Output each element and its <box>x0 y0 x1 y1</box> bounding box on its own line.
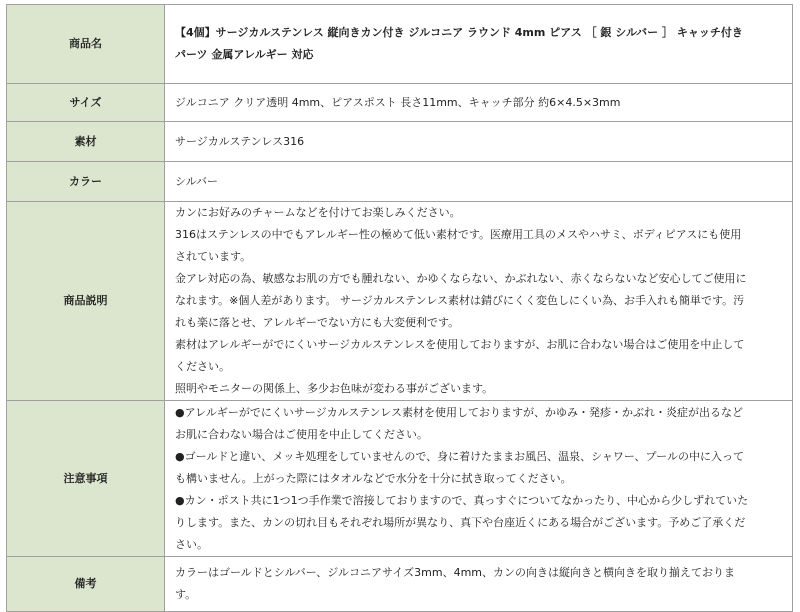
text-line: れも楽に落とせ、アレルギーでない方にも大変便利です。 <box>175 316 460 329</box>
text-line: 316はステンレスの中でもアレルギー性の極めて低い素材です。医療用工具のメスやハサミ、ボディピアスにも使用 <box>175 228 742 241</box>
spec-label: カラー <box>7 162 165 202</box>
spec-row-material <box>7 122 792 162</box>
text-line: パーツ 金属アレルギー 対応 <box>175 48 314 61</box>
text-line: ●アレルギーがでにくいサージカルステンレス素材を使用しておりますが、かゆみ・発疹・かぶれ・炎症が出るなど <box>175 405 743 419</box>
spec-value <box>165 162 792 202</box>
spec-row-color <box>7 162 792 202</box>
spec-label: 素材 <box>7 122 165 162</box>
text-line: 照明やモニターの関係上、多少お色味が変わる事がございます。 <box>175 382 494 395</box>
spec-label: 商品説明 <box>7 202 165 401</box>
spec-row-product-name <box>7 5 792 84</box>
text-line: シルバー <box>175 174 218 188</box>
text-line: 素材はアレルギーがでにくいサージカルステンレスを使用しておりますが、お肌に合わない場合はご使用を中止して <box>175 338 745 351</box>
text-line: カラーはゴールドとシルバー、ジルコニアサイズ3mm、4mm、カンの向きは縦向きと横向きを取り揃えておりま <box>175 566 735 579</box>
text-line: ください。 <box>175 360 230 373</box>
spec-row-remarks <box>7 557 792 611</box>
spec-row-notes <box>7 401 792 557</box>
text-line: ●ゴールドと違い、メッキ処理をしていませんので、身に着けたままお風呂、温泉、シャワー、プールの中に入って <box>175 449 744 463</box>
spec-value <box>165 122 792 162</box>
spec-value <box>165 401 792 557</box>
spec-row-description <box>7 202 792 401</box>
spec-value <box>165 202 792 401</box>
spec-label: 商品名 <box>7 5 165 84</box>
text-line: さい。 <box>175 537 208 551</box>
text-line: す。 <box>175 588 197 601</box>
spec-value <box>165 5 792 84</box>
spec-label: 注意事項 <box>7 401 165 557</box>
product-spec-table <box>6 4 793 612</box>
text-line: されています。 <box>175 250 252 263</box>
text-line: 【4個】サージカルステンレス 縦向きカン付き ジルコニア ラウンド 4mm ピアス ［ 銀 シルバー ］ キャッチ付き <box>175 26 743 39</box>
text-line: りします。また、カンの切れ目もそれぞれ場所が異なり、真下や台座近くにある場合がございます。予めご了承くだ <box>175 515 746 529</box>
text-line: も構いません。上がった際にはタオルなどで水分を十分に拭き取ってください。 <box>175 471 572 485</box>
text-line: カンにお好みのチャームなどを付けてお楽しみください。 <box>175 206 461 219</box>
text-line: なれます。※個人差があります。 サージカルステンレス素材は錆びにくく変色しにくい為、お手入れも簡単です。汚 <box>175 294 745 307</box>
spec-value <box>165 557 792 611</box>
text-line: 金アレ対応の為、敏感なお肌の方でも腫れない、かゆくならない、かぶれない、赤くならないなど安心してご使用に <box>175 272 747 285</box>
spec-label: 備考 <box>7 557 165 611</box>
text-line: お肌に合わない場合はご使用を中止してください。 <box>175 427 428 441</box>
text-line: ジルコニア クリア透明 4mm、ピアスポスト 長さ11mm、キャッチ部分 約6×4.5×3mm <box>175 95 621 109</box>
spec-label: サイズ <box>7 84 165 122</box>
spec-row-size <box>7 84 792 122</box>
spec-value <box>165 84 792 122</box>
text-line: サージカルステンレス316 <box>175 134 305 148</box>
text-line: ●カン・ポスト共に1つ1つ手作業で溶接しておりますので、真っすぐについてなかったり、中心から少しずれていた <box>175 493 749 507</box>
